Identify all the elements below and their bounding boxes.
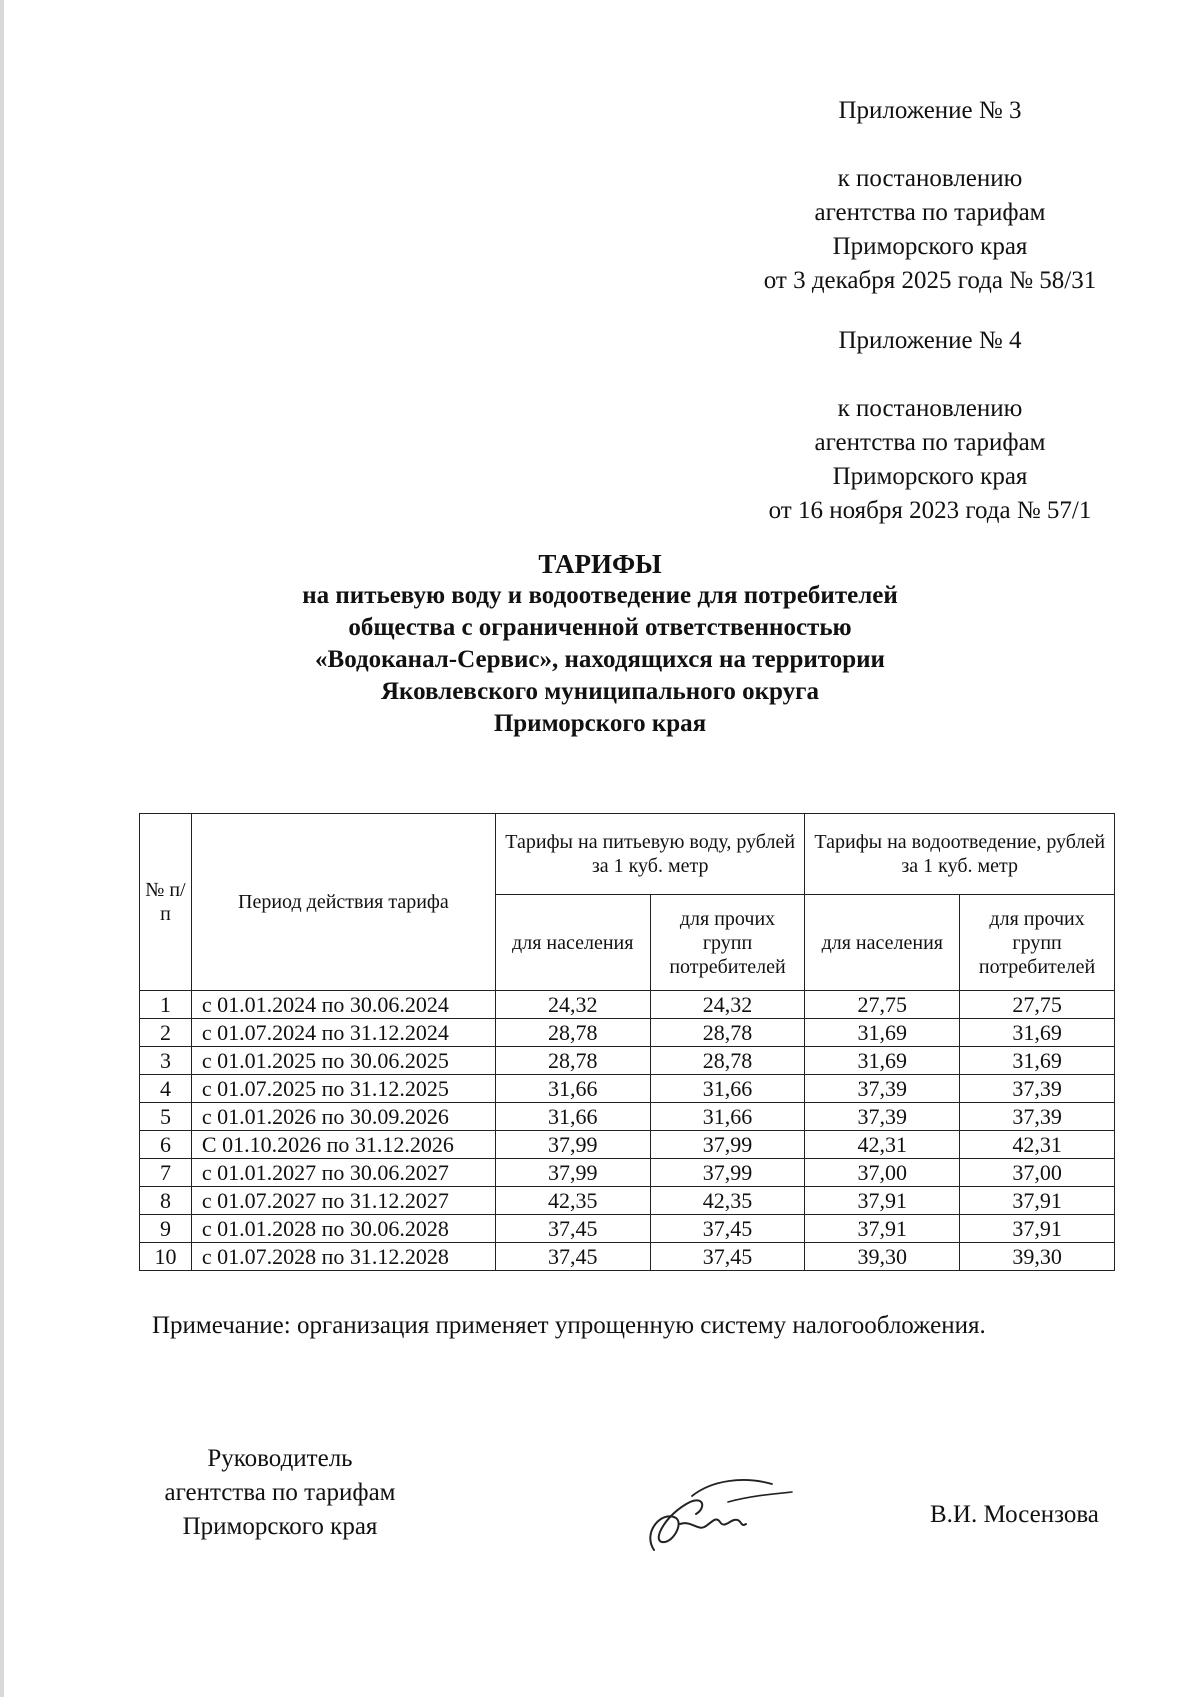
cell-period: с 01.07.2025 по 31.12.2025 [191,1075,495,1103]
table-row [140,1019,1115,1047]
header-num: № п/п [140,814,192,991]
cell-water-other: 31,66 [650,1075,805,1103]
cell-num: 7 [140,1159,192,1187]
cell-water-population: 37,99 [495,1131,650,1159]
appendix-3-header [720,94,1140,298]
cell-sewer-population: 27,75 [805,991,960,1019]
cell-water-other: 42,35 [650,1187,805,1215]
cell-water-other: 37,45 [650,1243,805,1271]
table-row [140,1131,1115,1159]
table-row [140,1187,1115,1215]
cell-num: 8 [140,1187,192,1215]
cell-sewer-other: 39,30 [960,1243,1115,1271]
cell-water-population: 24,32 [495,991,650,1019]
cell-sewer-other: 27,75 [960,991,1115,1019]
header-water-population: для населения [495,895,650,991]
cell-water-population: 37,45 [495,1243,650,1271]
cell-period: с 01.01.2025 по 30.06.2025 [191,1047,495,1075]
appendix-4-date: от 16 ноября 2023 года № 57/1 [768,497,1092,524]
cell-sewer-other: 31,69 [960,1047,1115,1075]
cell-sewer-population: 37,00 [805,1159,960,1187]
title-line: Яковлевского муниципального округа [381,678,819,705]
header-sewer-group: Тарифы на водоотведение, рублей за 1 куб. метр [805,814,1115,895]
appendix-4-line: к постановлению [837,395,1023,422]
cell-water-population: 31,66 [495,1075,650,1103]
cell-sewer-other: 31,69 [960,1019,1115,1047]
cell-period: с 01.07.2024 по 31.12.2024 [191,1019,495,1047]
table-row [140,1159,1115,1187]
cell-sewer-population: 42,31 [805,1131,960,1159]
appendix-3-line: агентства по тарифам [814,199,1046,226]
cell-sewer-population: 37,91 [805,1187,960,1215]
title-line: общества с ограниченной ответственностью [348,614,852,641]
cell-water-population: 31,66 [495,1103,650,1131]
cell-sewer-population: 37,91 [805,1215,960,1243]
cell-sewer-population: 39,30 [805,1243,960,1271]
header-water-other: для прочих групп потребителей [650,895,805,991]
cell-num: 5 [140,1103,192,1131]
signer-position-line: Руководитель [207,1445,353,1472]
title-line: на питьевую воду и водоотведение для потребителей [302,582,898,609]
cell-sewer-other: 42,31 [960,1131,1115,1159]
cell-water-other: 28,78 [650,1019,805,1047]
cell-num: 6 [140,1131,192,1159]
title-line: «Водоканал-Сервис», находящихся на территории [315,646,885,673]
tax-note: Примечание: организация применяет упрощенную систему налогообложения. [152,1312,986,1339]
cell-water-population: 42,35 [495,1187,650,1215]
cell-num: 2 [140,1019,192,1047]
document-title [140,548,1060,740]
cell-water-other: 24,32 [650,991,805,1019]
cell-period: с 01.01.2028 по 30.06.2028 [191,1215,495,1243]
appendix-3-date: от 3 декабря 2025 года № 58/31 [763,267,1097,294]
header-sewer-other: для прочих групп потребителей [960,895,1115,991]
appendix-4-line: Приморского края [832,463,1028,490]
cell-sewer-other: 37,91 [960,1187,1115,1215]
cell-num: 3 [140,1047,192,1075]
spacer [720,358,1140,392]
signer-position [140,1442,420,1544]
cell-water-population: 28,78 [495,1047,650,1075]
tariffs-table [139,813,1115,1271]
handwritten-signature-icon [632,1462,802,1562]
header-sewer-population: для населения [805,895,960,991]
cell-sewer-other: 37,91 [960,1215,1115,1243]
signer-name: В.И. Мосензова [930,1501,1099,1528]
appendix-3-title: Приложение № 3 [838,97,1022,124]
appendix-4-line: агентства по тарифам [814,429,1046,456]
cell-num: 1 [140,991,192,1019]
table-row [140,1075,1115,1103]
cell-period: с 01.07.2028 по 31.12.2028 [191,1243,495,1271]
cell-water-other: 31,66 [650,1103,805,1131]
table-row [140,1103,1115,1131]
appendix-4-title: Приложение № 4 [838,327,1022,354]
table-body [140,991,1115,1271]
table-row [140,1215,1115,1243]
signer-position-line: агентства по тарифам [164,1479,396,1506]
cell-sewer-population: 37,39 [805,1075,960,1103]
cell-water-other: 37,99 [650,1131,805,1159]
cell-sewer-population: 31,69 [805,1047,960,1075]
cell-water-population: 37,45 [495,1215,650,1243]
spacer [720,128,1140,162]
cell-period: с 01.01.2027 по 30.06.2027 [191,1159,495,1187]
cell-water-population: 28,78 [495,1019,650,1047]
table-row [140,1243,1115,1271]
cell-water-population: 37,99 [495,1159,650,1187]
cell-water-other: 37,99 [650,1159,805,1187]
cell-period: с 01.01.2026 по 30.09.2026 [191,1103,495,1131]
cell-sewer-other: 37,39 [960,1103,1115,1131]
header-water-group: Тарифы на питьевую воду, рублей за 1 куб. метр [495,814,805,895]
cell-sewer-other: 37,00 [960,1159,1115,1187]
cell-period: с 01.07.2027 по 31.12.2027 [191,1187,495,1215]
title-line: Приморского края [493,710,707,737]
cell-num: 10 [140,1243,192,1271]
signer-position-line: Приморского края [182,1513,378,1540]
appendix-4-header [720,324,1140,528]
cell-num: 9 [140,1215,192,1243]
table-row [140,991,1115,1019]
table-header-row [140,814,1115,895]
header-period: Период действия тарифа [191,814,495,991]
cell-water-other: 37,45 [650,1215,805,1243]
appendix-3-line: Приморского края [832,233,1028,260]
appendix-3-line: к постановлению [837,165,1023,192]
cell-water-other: 28,78 [650,1047,805,1075]
cell-num: 4 [140,1075,192,1103]
cell-period: С 01.10.2026 по 31.12.2026 [191,1131,495,1159]
table-row [140,1047,1115,1075]
cell-sewer-population: 31,69 [805,1019,960,1047]
cell-period: с 01.01.2024 по 30.06.2024 [191,991,495,1019]
cell-sewer-population: 37,39 [805,1103,960,1131]
cell-sewer-other: 37,39 [960,1075,1115,1103]
title-main: ТАРИФЫ [538,549,662,579]
